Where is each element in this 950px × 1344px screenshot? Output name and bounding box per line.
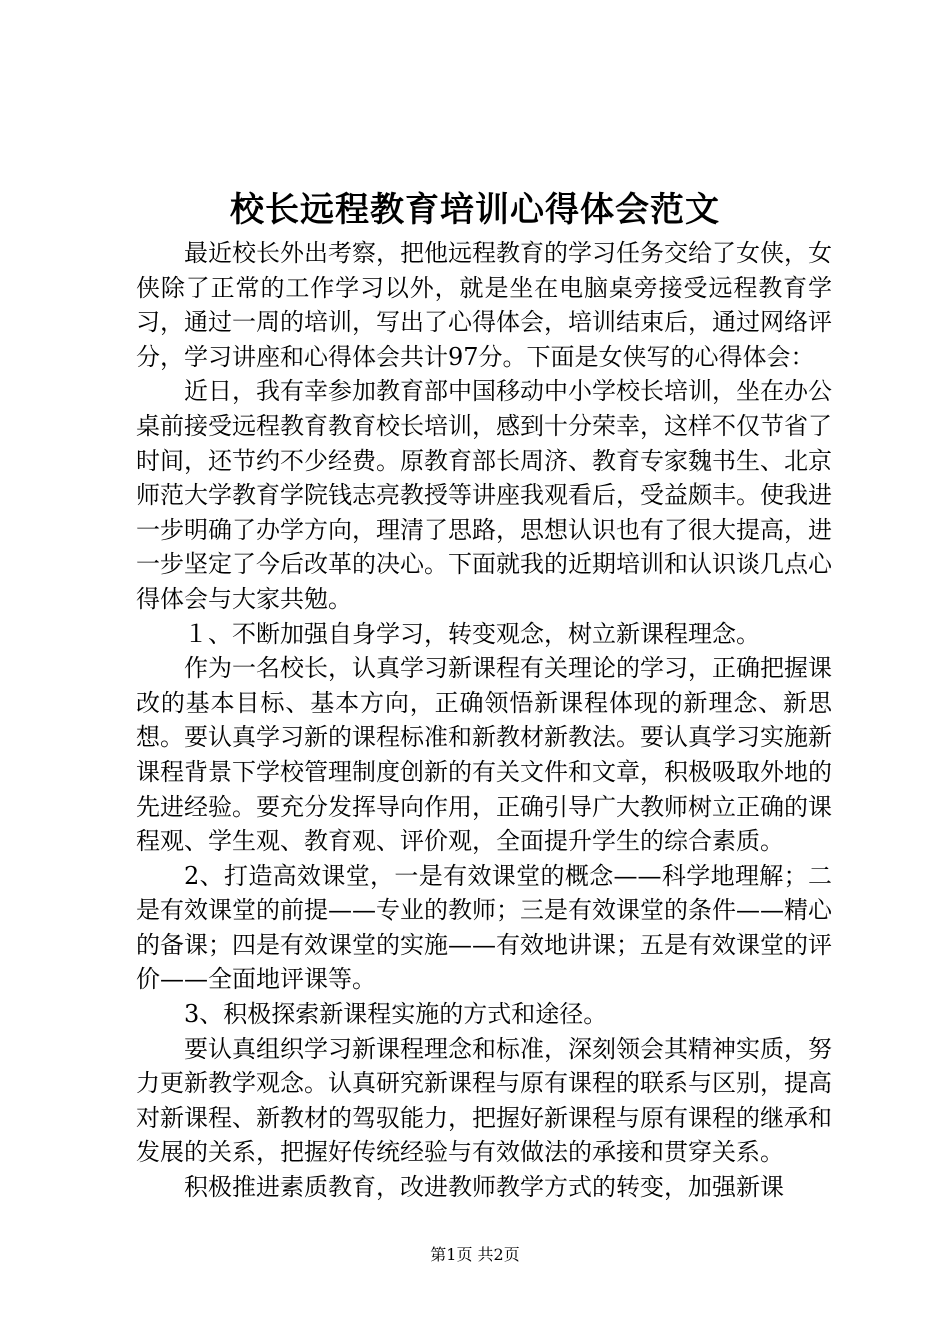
paragraph: 3、积极探索新课程实施的方式和途径。: [184, 1000, 608, 1029]
paragraph: 积极推进素质教育，改进教师教学方式的转变，加强新课: [184, 1173, 784, 1202]
paragraph: 最近校长外出考察，把他远程教育的学习任务交给了女侠，女侠除了正常的工作学习以外，就是坐在电脑桌旁接受远程教育学习，通过一周的培训，写出了心得体会，培训结束后，通过网络评分，学习讲座和心得体会共计97分。下面是女侠写的心得体会：: [136, 239, 832, 371]
page-number-footer: 第1页 共2页: [430, 1245, 520, 1264]
paragraph: １、不断加强自身学习，转变观念，树立新课程理念。: [184, 619, 760, 648]
document-title: 校长远程教育培训心得体会范文: [230, 190, 720, 230]
paragraph: 近日，我有幸参加教育部中国移动中小学校长培训，坐在办公桌前接受远程教育教育校长培训，感到十分荣幸，这样不仅节省了时间，还节约不少经费。原教育部长周济、教育专家魏书生、北京师范大学教育学院钱志亮教授等讲座我观看后，受益颇丰。使我进一步明确了办学方向，理清了思路，思想认识也有了很大提高，进一步坚定了今后改革的决心。下面就我的近期培训和认识谈几点心得体会与大家共勉。: [136, 377, 832, 613]
paragraph: 要认真组织学习新课程理念和标准，深刻领会其精神实质，努力更新教学观念。认真研究新课程与原有课程的联系与区别，提高对新课程、新教材的驾驭能力，把握好新课程与原有课程的继承和发展的关系，把握好传统经验与有效做法的承接和贯穿关系。: [136, 1034, 832, 1167]
paragraph: 作为一名校长，认真学习新课程有关理论的学习，正确把握课改的基本目标、基本方向，正确领悟新课程体现的新理念、新思想。要认真学习新的课程标准和新教材新教法。要认真学习实施新课程背景下学校管理制度创新的有关文件和文章，积极吸取外地的先进经验。要充分发挥导向作用，正确引导广大教师树立正确的课程观、学生观、教育观、评价观，全面提升学生的综合素质。: [136, 654, 832, 856]
paragraph: 2、打造高效课堂，一是有效课堂的概念——科学地理解；二是有效课堂的前提——专业的教师；三是有效课堂的条件——精心的备课；四是有效课堂的实施——有效地讲课；五是有效课堂的评价——全面地评课等。: [136, 861, 832, 994]
document-body: [136, 236, 832, 1205]
